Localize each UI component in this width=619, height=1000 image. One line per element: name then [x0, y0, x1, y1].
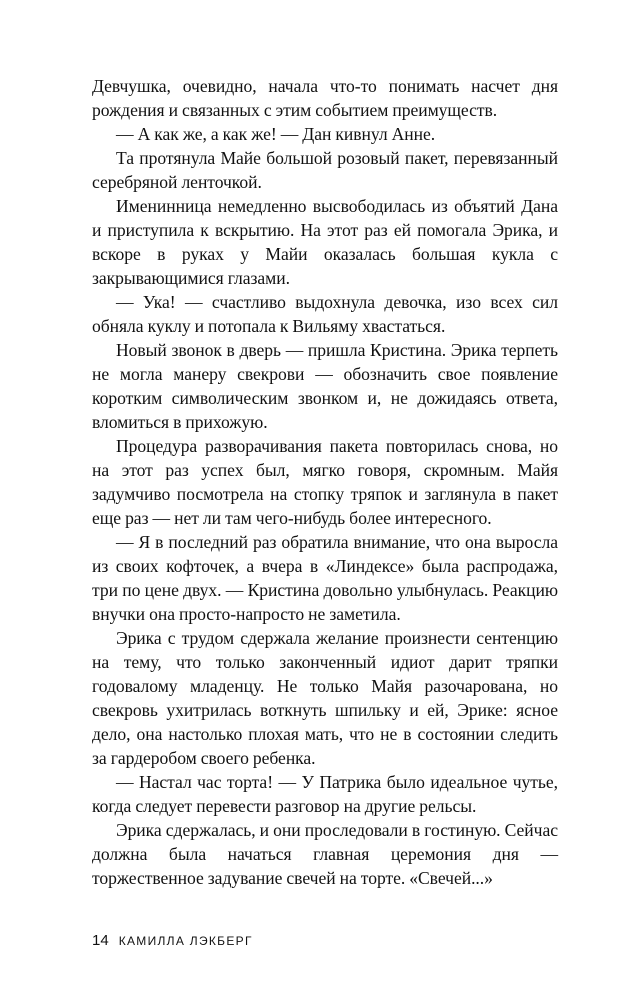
paragraph-3: Та протянула Майе большой розовый пакет, перевязанный серебряной ленточкой. [92, 148, 558, 192]
paragraph-5: — Ука! — счастливо выдохнула девочка, изо всех сил обняла куклу и потопала к Вильяму хвастаться. [92, 292, 558, 336]
page-number: 14 [92, 932, 109, 949]
paragraph-9: Эрика с трудом сдержала желание произнести сентенцию на тему, что только законченный идиот дарит тряпки годовалому младенцу. Не только Майя разочарована, но свекровь ухитрилась воткнуть шпильку и ей, Эрике: ясное дело, она настолько плохая мать, что не в состоянии следить за гардеробом своего ребенка. [92, 628, 558, 768]
paragraph-4: Именинница немедленно высвободилась из объятий Дана и приступила к вскрытию. На этот раз ей помогала Эрика, и вскоре в руках у Майи оказалась большая кукла с закрывающимися глазами. [92, 196, 558, 288]
page-footer [92, 932, 253, 949]
paragraph-6: Новый звонок в дверь — пришла Кристина. Эрика терпеть не могла манеру свекрови — обозначить свое появление коротким символическим звонком и, не дожидаясь ответа, вломиться в прихожую. [92, 340, 558, 432]
paragraph-10: — Настал час торта! — У Патрика было идеальное чутье, когда следует перевести разговор на другие рельсы. [92, 772, 558, 816]
paragraph-2: — А как же, а как же! — Дан кивнул Анне. [116, 124, 436, 144]
page-body [92, 74, 558, 890]
paragraph-11: Эрика сдержалась, и они проследовали в гостиную. Сейчас должна была начаться главная церемония дня — торжественное задувание свечей на торте. «Свечей...» [92, 820, 558, 888]
paragraph-7: Процедура разворачивания пакета повторилась снова, но на этот раз успех был, мягко говоря, скромным. Майя задумчиво посмотрела на стопку тряпок и заглянула в пакет еще раз — нет ли там чего-нибудь более интересного. [92, 436, 558, 528]
running-head-author: КАМИЛЛА ЛЭКБЕРГ [118, 934, 253, 948]
paragraph-1: Девчушка, очевидно, начала что-то понимать насчет дня рождения и связанных с этим событием преимуществ. [92, 76, 558, 120]
paragraph-8: — Я в последний раз обратила внимание, что она выросла из своих кофточек, а вчера в «Линдексе» была распродажа, три по цене двух. — Кристина довольно улыбнулась. Реакцию внучки она просто-напросто не заметила. [92, 532, 558, 624]
